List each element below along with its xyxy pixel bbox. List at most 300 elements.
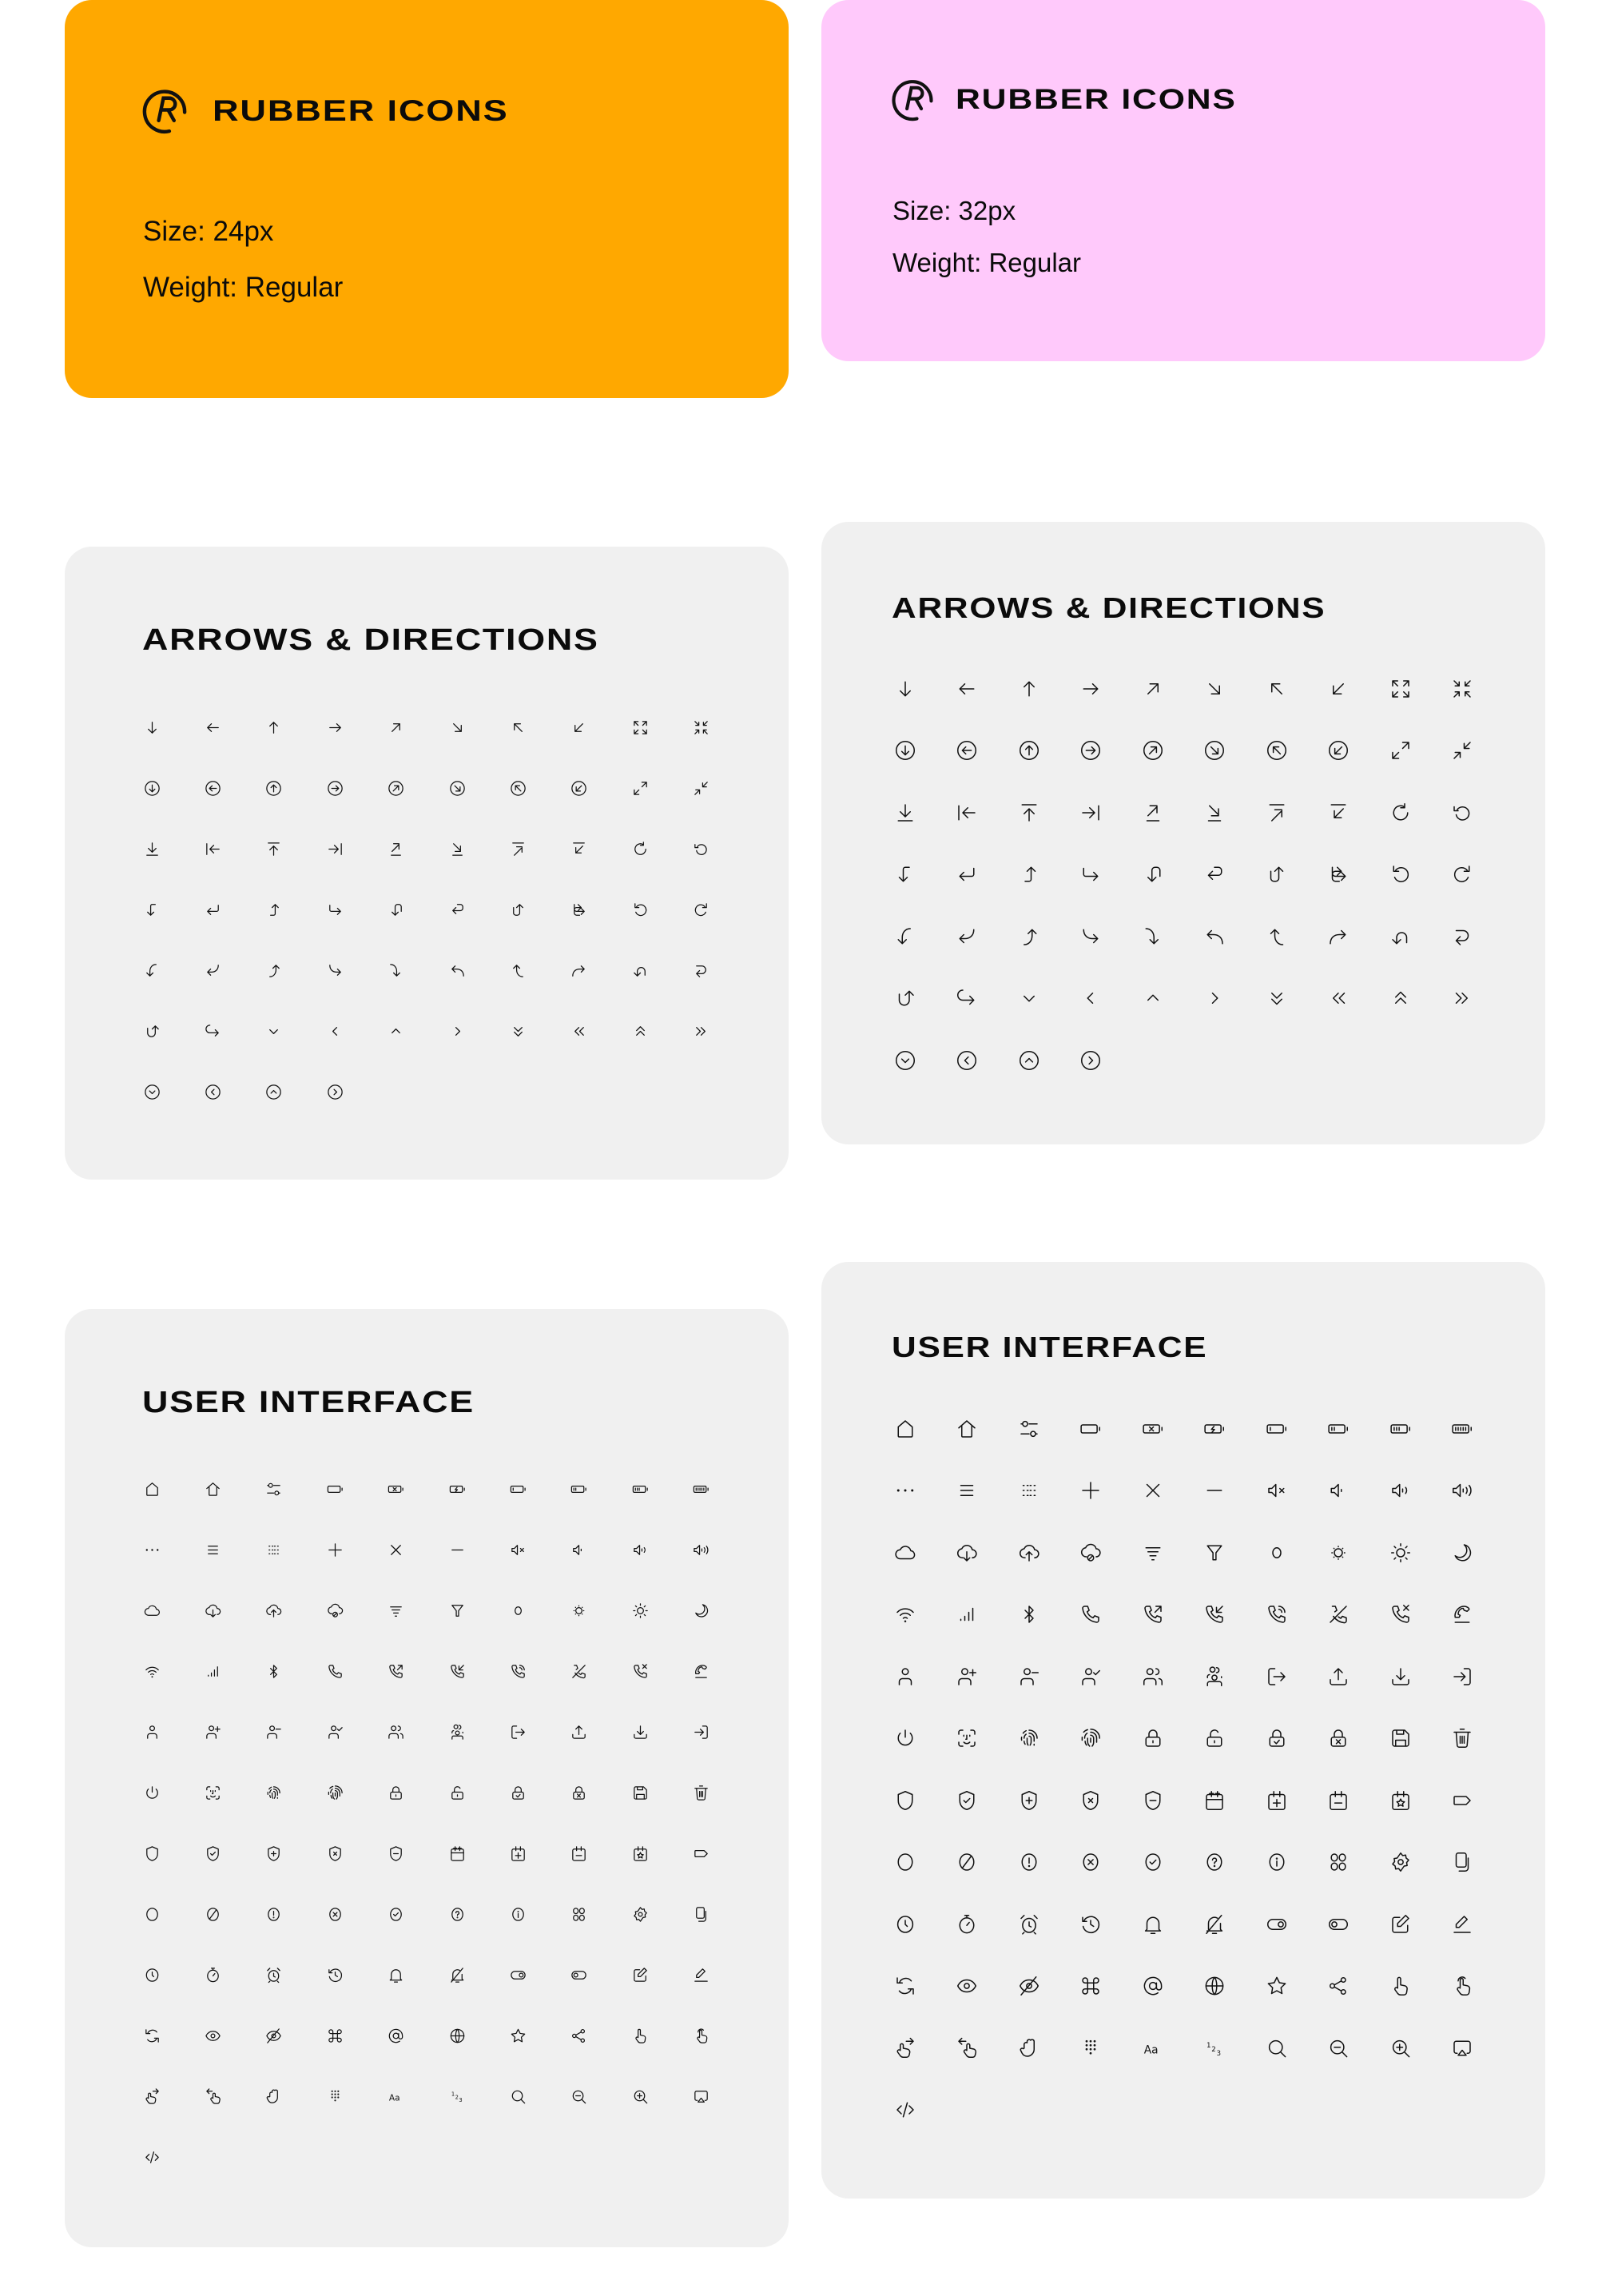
icon-tile [182, 758, 243, 818]
icon-tile [304, 1641, 365, 1701]
svg-text:2: 2 [455, 2093, 459, 2100]
svg-text:Aa: Aa [1143, 2043, 1159, 2056]
chevrons-up-icon [631, 1022, 650, 1041]
icon-tile [1122, 1956, 1184, 2018]
svg-text:2: 2 [1211, 2045, 1217, 2054]
login-icon [1450, 1665, 1474, 1689]
icon-tile [1432, 1460, 1494, 1522]
arrow-down-to-line-icon [143, 840, 161, 858]
icon-tile [936, 1398, 999, 1460]
icon-tile [549, 1580, 610, 1641]
icon-tile [610, 940, 670, 1001]
icon-tile [121, 1701, 182, 1762]
turn-up-right-icon [509, 901, 527, 919]
undo-icon [631, 901, 650, 919]
icon-tile [936, 658, 999, 720]
settings-icon [631, 1905, 650, 1924]
sliders-icon [264, 1480, 283, 1498]
turn-right-down-icon [1326, 862, 1350, 886]
section-title: ARROWS & DIRECTIONS [892, 591, 1326, 624]
svg-text:1: 1 [451, 2091, 455, 2098]
icon-tile [874, 968, 936, 1030]
icon-tile [244, 1458, 304, 1519]
icon-tile [1308, 1460, 1370, 1522]
icon-tile [874, 1398, 936, 1460]
arrow-down-left-icon [570, 718, 588, 737]
unlock-icon [448, 1784, 467, 1802]
calendar-star-icon [1389, 1789, 1413, 1813]
icon-tile [1184, 1708, 1246, 1770]
arrow-down-left-bar-icon [1326, 801, 1350, 825]
sync-icon [893, 1974, 917, 1998]
icon-tile [874, 844, 936, 906]
icon-tile [1308, 1893, 1370, 1956]
icon-tile [427, 1944, 487, 2005]
icon-tile [1369, 658, 1432, 720]
arrow-up-to-line-icon [264, 840, 283, 858]
icon-tile [427, 1701, 487, 1762]
check-circle-icon [1141, 1850, 1165, 1874]
icon-tile [182, 1823, 243, 1884]
icon-tile [1369, 1398, 1432, 1460]
battery-empty-icon [326, 1480, 344, 1498]
chevron-up-icon [1141, 986, 1165, 1010]
icon-tile [549, 697, 610, 758]
shield-check-icon [204, 1844, 222, 1863]
icon-tile [936, 1645, 999, 1708]
icon-tile [671, 1458, 732, 1519]
turn-return-left-icon [448, 901, 467, 919]
icon-tile [1432, 844, 1494, 906]
icon-tile [1060, 844, 1123, 906]
brightness-high-icon [631, 1602, 650, 1620]
wifi-icon [893, 1602, 917, 1626]
stopwatch-icon [955, 1912, 979, 1936]
icon-tile [936, 1893, 999, 1956]
icon-tile [874, 1645, 936, 1708]
icon-tile [1060, 1893, 1123, 1956]
icon-tile [1122, 720, 1184, 782]
arrow-up-right-circle-icon [387, 779, 405, 798]
arrow-left-to-line-icon [204, 840, 222, 858]
icon-tile [304, 1001, 365, 1061]
chevron-right-icon [1202, 986, 1226, 1010]
icon-tile [1122, 1460, 1184, 1522]
at-sign-icon [1141, 1974, 1165, 1998]
home-alt-icon [204, 1480, 222, 1498]
chevron-down-circle-icon [143, 1083, 161, 1101]
icon-tile [487, 818, 548, 879]
icon-tile [487, 697, 548, 758]
filter-lines-icon [1141, 1541, 1165, 1565]
phone-hangup-icon [692, 1662, 710, 1681]
icon-tile [244, 1061, 304, 1122]
icon-tile [936, 1708, 999, 1770]
arrow-up-left-icon [509, 718, 527, 737]
curve-left-down-icon [893, 925, 917, 949]
icon-tile [487, 1944, 548, 2005]
swipe-right-icon [893, 2036, 917, 2060]
icon-tile [366, 1701, 427, 1762]
icon-tile [304, 1519, 365, 1580]
forward-icon [570, 961, 588, 980]
unlock-icon [1202, 1726, 1226, 1750]
bell-icon [387, 1966, 405, 1984]
calendar-plus-icon [1265, 1789, 1289, 1813]
icon-tile [487, 758, 548, 818]
icon-tile [1246, 1645, 1308, 1708]
icon-tile [304, 879, 365, 940]
arrow-down-circle-icon [893, 738, 917, 762]
face-id-icon [204, 1784, 222, 1802]
curve-right-up-icon [264, 961, 283, 980]
corner-down-left-icon [955, 862, 979, 886]
code-icon [143, 2148, 161, 2167]
icon-tile [874, 1029, 936, 1092]
icon-tile [1060, 658, 1123, 720]
curve-up-left-icon [1265, 925, 1289, 949]
grid-dots-icon [1017, 1478, 1041, 1502]
arrow-right-to-line-icon [326, 840, 344, 858]
icon-tile [121, 2127, 182, 2187]
icon-tile [1369, 782, 1432, 844]
trash-icon [692, 1784, 710, 1802]
user-minus-icon [1017, 1665, 1041, 1689]
turn-up-right-icon [1265, 862, 1289, 886]
icon-tile [671, 2005, 732, 2066]
icon-tile [121, 879, 182, 940]
icon-tile [366, 1823, 427, 1884]
icon-tile [121, 1519, 182, 1580]
icon-tile [549, 1519, 610, 1580]
battery-full-icon [692, 1480, 710, 1498]
icon-tile [936, 968, 999, 1030]
home-icon [893, 1417, 917, 1441]
user-plus-icon [204, 1723, 222, 1741]
icon-tile [304, 1061, 365, 1122]
chevrons-up-icon [1389, 986, 1413, 1010]
phone-icon [326, 1662, 344, 1681]
icon-tile [304, 1884, 365, 1944]
users-icon [1141, 1665, 1165, 1689]
icon-tile [1246, 1522, 1308, 1584]
user-minus-icon [264, 1723, 283, 1741]
cloud-icon [893, 1541, 917, 1565]
zoom-out-icon [570, 2087, 588, 2106]
curve-down-left-icon [955, 925, 979, 949]
icon-tile [936, 1832, 999, 1894]
tag-icon [692, 1844, 710, 1863]
fingerprint-icon [1017, 1726, 1041, 1750]
stopwatch-icon [204, 1966, 222, 1984]
globe-icon [448, 2027, 467, 2045]
icon-tile [1246, 905, 1308, 968]
search-icon [1265, 2036, 1289, 2060]
icon-tile [244, 2066, 304, 2127]
corner-down-left-icon [204, 901, 222, 919]
filter-icon [1202, 1541, 1226, 1565]
copy-icon [1450, 1850, 1474, 1874]
arrow-right-circle-icon [326, 779, 344, 798]
icon-tile [487, 1580, 548, 1641]
icon-tile [366, 1884, 427, 1944]
icon-tile [1308, 905, 1370, 968]
battery-charging-icon [1202, 1417, 1226, 1441]
eye-icon [955, 1974, 979, 1998]
icon-tile [998, 1832, 1060, 1894]
icon-tile [1122, 1584, 1184, 1646]
arrow-down-icon [893, 677, 917, 701]
pointer-icon [1389, 1974, 1413, 1998]
icon-tile [1184, 1832, 1246, 1894]
arrows-card-24px [65, 547, 789, 1180]
icon-tile [182, 1641, 243, 1701]
eye-icon [204, 2027, 222, 2045]
icon-tile [549, 879, 610, 940]
calendar-icon [1202, 1789, 1226, 1813]
shield-minus-icon [1141, 1789, 1165, 1813]
refresh-left-icon [1450, 801, 1474, 825]
icon-tile [244, 1701, 304, 1762]
icon-tile [1246, 844, 1308, 906]
more-horizontal-icon [143, 1541, 161, 1559]
shield-minus-icon [387, 1844, 405, 1863]
phone-outgoing-icon [1141, 1602, 1165, 1626]
settings-icon [1389, 1850, 1413, 1874]
cloud-upload-icon [264, 1602, 283, 1620]
icon-tile [1060, 1584, 1123, 1646]
icon-tile [610, 1944, 670, 2005]
icon-tile [1432, 1645, 1494, 1708]
icon-tile [304, 1701, 365, 1762]
calendar-minus-icon [570, 1844, 588, 1863]
icon-tile [1122, 1522, 1184, 1584]
arrow-left-icon [955, 677, 979, 701]
corner-down-right-icon [1079, 862, 1103, 886]
icon-tile [998, 1460, 1060, 1522]
minimize-diagonal-icon [1450, 738, 1474, 762]
shield-plus-icon [1017, 1789, 1041, 1813]
dialpad-icon [1079, 2036, 1103, 2060]
icon-tile [998, 1398, 1060, 1460]
weight-label: Weight: Regular [892, 248, 1082, 277]
help-circle-icon [1202, 1850, 1226, 1874]
cloud-off-icon [326, 1602, 344, 1620]
icon-tile [1122, 968, 1184, 1030]
redo-icon [692, 901, 710, 919]
icon-tile [1308, 1398, 1370, 1460]
icon-tile [1246, 1460, 1308, 1522]
maximize-diagonal-icon [1389, 738, 1413, 762]
brand-card-32px [821, 0, 1545, 361]
lock-icon [387, 1784, 405, 1802]
arrow-right-icon [1079, 677, 1103, 701]
shield-check-icon [955, 1789, 979, 1813]
plus-icon [1079, 1478, 1103, 1502]
icon-tile [1060, 1522, 1123, 1584]
edit-icon [631, 1966, 650, 1984]
fingerprint-icon [264, 1784, 283, 1802]
icon-tile [549, 1641, 610, 1701]
at-sign-icon [387, 2027, 405, 2045]
arrow-right-circle-icon [1079, 738, 1103, 762]
calendar-minus-icon [1326, 1789, 1350, 1813]
icon-grid [874, 1398, 1493, 2141]
battery-high-icon [631, 1480, 650, 1498]
lock-x-icon [570, 1784, 588, 1802]
icon-tile [366, 1519, 427, 1580]
icon-tile [487, 2066, 548, 2127]
airplay-icon [1450, 2036, 1474, 2060]
shield-x-icon [1079, 1789, 1103, 1813]
eye-off-icon [264, 2027, 283, 2045]
toggle-on-icon [1265, 1912, 1289, 1936]
chevron-up-circle-icon [1017, 1049, 1041, 1072]
search-icon [509, 2087, 527, 2106]
icon-tile [1432, 1584, 1494, 1646]
tag-icon [1450, 1789, 1474, 1813]
chevrons-left-icon [1326, 986, 1350, 1010]
history-icon [1079, 1912, 1103, 1936]
icon-tile [304, 818, 365, 879]
icon-tile [487, 1458, 548, 1519]
icon-tile [427, 1641, 487, 1701]
icon-tile [1432, 1893, 1494, 1956]
pointer-icon [631, 2027, 650, 2045]
icon-tile [121, 1061, 182, 1122]
icon-tile [549, 1458, 610, 1519]
section-title: USER INTERFACE [892, 1331, 1208, 1363]
icon-tile [487, 2005, 548, 2066]
numbers-icon [1202, 2036, 1226, 2060]
phone-icon [1079, 1602, 1103, 1626]
icon-tile [1308, 1645, 1370, 1708]
icon-tile [427, 1580, 487, 1641]
eye-off-icon [1017, 1974, 1041, 1998]
swipe-right-icon [143, 2087, 161, 2106]
icon-tile [874, 1956, 936, 2018]
icon-tile [998, 1029, 1060, 1092]
icon-tile [998, 905, 1060, 968]
turn-right-down-icon [570, 901, 588, 919]
block-icon [204, 1905, 222, 1924]
icon-tile [244, 1884, 304, 1944]
lock-icon [1141, 1726, 1165, 1750]
battery-empty-icon [1079, 1417, 1103, 1441]
icon-tile [121, 1762, 182, 1823]
swipe-left-icon [204, 2087, 222, 2106]
arrow-down-right-line-icon [448, 840, 467, 858]
chevrons-left-icon [570, 1022, 588, 1041]
power-icon [143, 1784, 161, 1802]
icon-tile [936, 2017, 999, 2079]
icon-tile [121, 2005, 182, 2066]
icon-tile [1246, 782, 1308, 844]
icon-tile [610, 1519, 670, 1580]
x-circle-icon [326, 1905, 344, 1924]
icon-tile [244, 879, 304, 940]
toggle-off-icon [1326, 1912, 1350, 1936]
grid-dots-icon [264, 1541, 283, 1559]
help-circle-icon [448, 1905, 467, 1924]
star-icon [1265, 1974, 1289, 1998]
cloud-upload-icon [1017, 1541, 1041, 1565]
icon-tile [874, 1584, 936, 1646]
arrow-up-left-circle-icon [1265, 738, 1289, 762]
bell-off-icon [448, 1966, 467, 1984]
icon-tile [1432, 1708, 1494, 1770]
icon-tile [1060, 1460, 1123, 1522]
icon-tile [304, 1458, 365, 1519]
icon-tile [549, 2066, 610, 2127]
icon-tile [244, 1944, 304, 2005]
icon-tile [874, 782, 936, 844]
swipe-left-icon [955, 2036, 979, 2060]
star-icon [509, 2027, 527, 2045]
turn-down-left-icon [1141, 862, 1165, 886]
user-check-icon [1079, 1665, 1103, 1689]
arrow-up-right-icon [387, 718, 405, 737]
icon-tile [427, 879, 487, 940]
icon-tile [427, 697, 487, 758]
battery-full-icon [1450, 1417, 1474, 1441]
close-icon [387, 1541, 405, 1559]
brightness-high-icon [1389, 1541, 1413, 1565]
face-id-icon [955, 1726, 979, 1750]
calendar-star-icon [631, 1844, 650, 1863]
icon-tile [121, 697, 182, 758]
icon-tile [671, 758, 732, 818]
icon-tile [874, 1832, 936, 1894]
icon-tile [366, 940, 427, 1001]
icon-tile [366, 1641, 427, 1701]
icon-tile [366, 1001, 427, 1061]
icon-tile [366, 1944, 427, 2005]
curve-up-left-icon [509, 961, 527, 980]
icon-tile [874, 1708, 936, 1770]
icon-tile [936, 844, 999, 906]
command-icon [1079, 1974, 1103, 1998]
icon-tile [427, 2005, 487, 2066]
users-icon [387, 1723, 405, 1741]
user-icon [143, 1723, 161, 1741]
icon-tile [1369, 1522, 1432, 1584]
typography-icon [1141, 2036, 1165, 2060]
icon-tile [1184, 1398, 1246, 1460]
chevron-left-icon [326, 1022, 344, 1041]
icon-tile [1308, 844, 1370, 906]
maximize-diagonal-icon [631, 779, 650, 798]
chevrons-down-icon [509, 1022, 527, 1041]
icon-tile [1308, 1769, 1370, 1832]
icon-tile [1246, 1832, 1308, 1894]
icon-tile [1432, 1956, 1494, 2018]
icon-tile [427, 1519, 487, 1580]
icon-tile [998, 1645, 1060, 1708]
icon-tile [1308, 782, 1370, 844]
arrow-left-circle-icon [204, 779, 222, 798]
icon-tile [1184, 658, 1246, 720]
icon-tile [182, 1458, 243, 1519]
icon-tile [1122, 1769, 1184, 1832]
calendar-plus-icon [509, 1844, 527, 1863]
icon-tile [182, 2005, 243, 2066]
section-title: ARROWS & DIRECTIONS [142, 623, 599, 657]
minus-icon [1202, 1478, 1226, 1502]
icon-tile [1246, 658, 1308, 720]
arrow-right-to-line-icon [1079, 801, 1103, 825]
turn-down-left-icon [387, 901, 405, 919]
